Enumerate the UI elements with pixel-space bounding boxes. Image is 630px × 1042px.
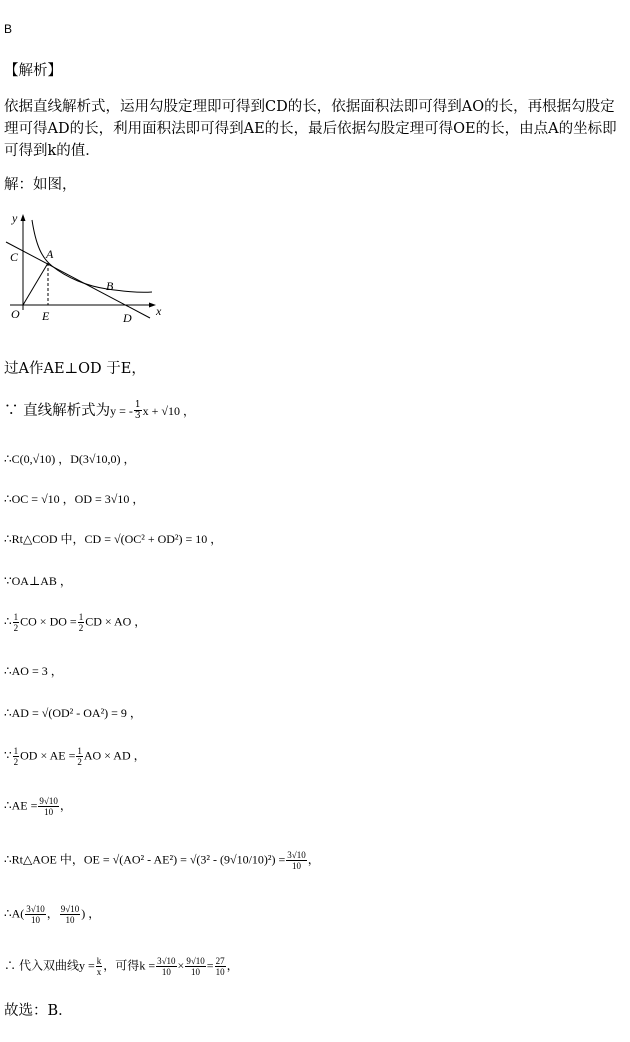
step-12: ∴Rt△AOE 中，OE = √(AO² - AE²) = √(3² - (9√10/10)²) = $\frac{3√10}{10}$ ， (4, 850, 320, 871)
frac-half: $\frac{1}{2}$ (77, 746, 82, 767)
step-10: ∵ $\frac{1}{2}$ OD × AE = $\frac{1}{2}$ AO × AD ， (4, 746, 146, 767)
step-2-tail: x + √10 ， (142, 404, 195, 418)
label-y: y (12, 211, 18, 225)
step-5-math: CD = √(OC² + OD²) = 10 ， (84, 532, 223, 546)
x-axis-arrow (149, 303, 156, 308)
step-2-math: y = - (110, 404, 133, 418)
frac-ax: $\frac{3√10}{10}$ (157, 956, 176, 977)
segment-oa (23, 263, 48, 305)
y-axis-arrow (21, 214, 26, 221)
label-b: B (106, 279, 114, 293)
step-5 (4, 528, 222, 547)
step-8: ∴AO = 3 ， (4, 664, 63, 678)
frac-k-value: $\frac{27}{10}$ (215, 956, 225, 977)
step-6: ∵OA⊥AB ， (4, 574, 72, 588)
label-o: O (11, 307, 20, 321)
final-answer: 故选：B． (4, 1003, 73, 1019)
step-9: ∴AD = √(OD² - OA²) = 9 ， (4, 706, 142, 720)
frac-ay: $\frac{9√10}{10}$ (186, 956, 205, 977)
frac-ax: $\frac{3√10}{10}$ (26, 904, 45, 925)
step-1: 过A作AE⊥OD 于E， (4, 361, 146, 377)
step-3: ∴C(0,√10) ，D(3√10,0) ， (4, 452, 136, 466)
solution-intro: 解：如图， (4, 177, 77, 193)
frac-half: $\frac{1}{2}$ (78, 612, 84, 633)
step-4: ∴OC = √10 ，OD = 3√10 ， (4, 492, 145, 506)
label-a: A (46, 247, 54, 261)
analysis-text: 依据直线解析式，运用勾股定理即可得到CD的长，依据面积法即可得到AO的长，再根据勾股定理可得AD的长，利用面积法即可得到AE的长，最后依据勾股定理可得OE的长，由点A的坐标即可得到k的值． (4, 99, 617, 159)
frac-ae: $\frac{9√10}{10}$ (39, 796, 58, 817)
frac-half: $\frac{1}{2}$ (13, 612, 19, 633)
frac-oe: $\frac{3√10}{10}$ (287, 850, 306, 871)
label-e: E (42, 309, 50, 323)
section-title: 【解析】 (4, 63, 62, 79)
frac-ay: $\frac{9√10}{10}$ (60, 904, 80, 925)
step-2-text: ∵ 直线解析式为 (4, 403, 111, 419)
answer-letter: B (4, 22, 13, 36)
label-d: D (123, 311, 132, 325)
step-13: ∴A( $\frac{3√10}{10}$ ， $\frac{9√10}{10}$ ) ， (4, 904, 101, 925)
step-5-text: ∴Rt△COD 中， (4, 532, 85, 546)
line-cd (6, 242, 150, 318)
label-c: C (10, 250, 19, 264)
step-7: ∴ $\frac{1}{2}$ CO × DO = $\frac{1}{2}$ CD × AO ， (4, 612, 147, 633)
geometry-figure (2, 206, 172, 326)
step-2 (4, 400, 195, 422)
label-x: x (156, 304, 162, 318)
frac-k-over-x: $\frac{k}{x}$ (96, 956, 102, 977)
frac-half: $\frac{1}{2}$ (13, 746, 19, 767)
frac-one-third: $\frac{1}{3}$ (134, 400, 141, 421)
step-11: ∴AE = $\frac{9√10}{10}$ ， (4, 796, 72, 817)
step-14: ∴ 代入双曲线y = $\frac{k}{x}$ ，可得k = $\frac{3√10}{10}$ × $\frac{9√10}{10}$ = $\frac{27}{10}$ ， (4, 956, 239, 977)
